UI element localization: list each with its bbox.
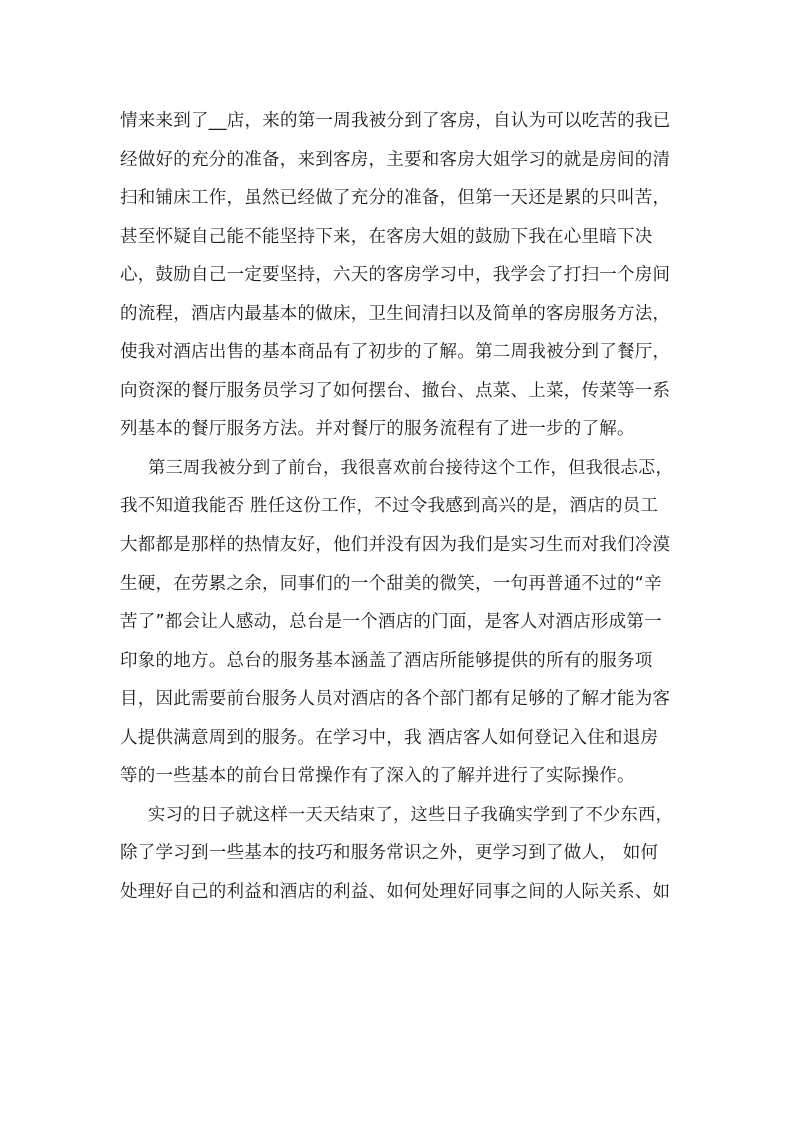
text-line: 我不知道我能否 胜任这份工作，不过令我感到高兴的是，酒店的员工	[120, 496, 659, 517]
document-body	[120, 102, 676, 911]
text-line: 列基本的餐厅服务方法。并对餐厅的服务流程有了进一步的了解。	[120, 419, 635, 440]
text-line: 除了学习到一些基本的技巧和服务常识之外，更学习到了做人， 如何	[120, 843, 659, 864]
text-line: 生硬，在劳累之余，同事们的一个甜美的微笑，一句再普通不过的“辛	[120, 573, 662, 594]
text-line: 苦了”都会让人感动，总台是一个酒店的门面，是客人对酒店形成第一	[120, 612, 662, 633]
paragraph-2	[120, 449, 676, 796]
text-line: 实习的日子就这样一天天结束了，这些日子我确实学到了不少东西，	[148, 804, 674, 825]
text-line: 目，因此需要前台服务人员对酒店的各个部门都有足够的了解才能为客	[120, 689, 671, 710]
text-line: 处理好自己的利益和酒店的利益、如何处理好同事之间的人际关系、如	[120, 881, 671, 902]
text-line: 心，鼓励自己一定要坚持，六天的客房学习中，我学会了打扫一个房间	[120, 265, 671, 286]
text-line: 向资深的餐厅服务员学习了如何摆台、撤台、点菜、上菜，传菜等一系	[120, 380, 671, 401]
paragraph-3	[120, 796, 676, 912]
text-line: 经做好的充分的准备，来到客房，主要和客房大姐学习的就是房间的清	[120, 149, 671, 170]
text-line: 扫和铺床工作，虽然已经做了充分的准备，但第一天还是累的只叫苦，	[120, 188, 671, 209]
text-line: 第三周我被分到了前台，我很喜欢前台接待这个工作，但我很忐忑，	[148, 457, 674, 478]
text-line: 等的一些基本的前台日常操作有了深入的了解并进行了实际操作。	[120, 766, 635, 787]
text-line: 情来来到了__店，来的第一周我被分到了客房，自认为可以吃苦的我已	[120, 111, 671, 131]
text-line: 使我对酒店出售的基本商品有了初步的了解。第二周我被分到了餐厅，	[120, 342, 671, 363]
text-line: 大都都是那样的热情友好，他们并没有因为我们是实习生而对我们冷漠	[120, 535, 671, 556]
text-line: 印象的地方。总台的服务基本涵盖了酒店所能够提供的所有的服务项	[120, 650, 653, 671]
paragraph-1	[120, 102, 676, 449]
text-line: 的流程，酒店内最基本的做床，卫生间清扫以及简单的客房服务方法，	[120, 303, 671, 324]
text-line: 人提供满意周到的服务。在学习中，我 酒店客人如何登记入住和退房	[120, 727, 659, 748]
text-line: 甚至怀疑自己能不能坚持下来，在客房大姐的鼓励下我在心里暗下决	[120, 226, 653, 247]
